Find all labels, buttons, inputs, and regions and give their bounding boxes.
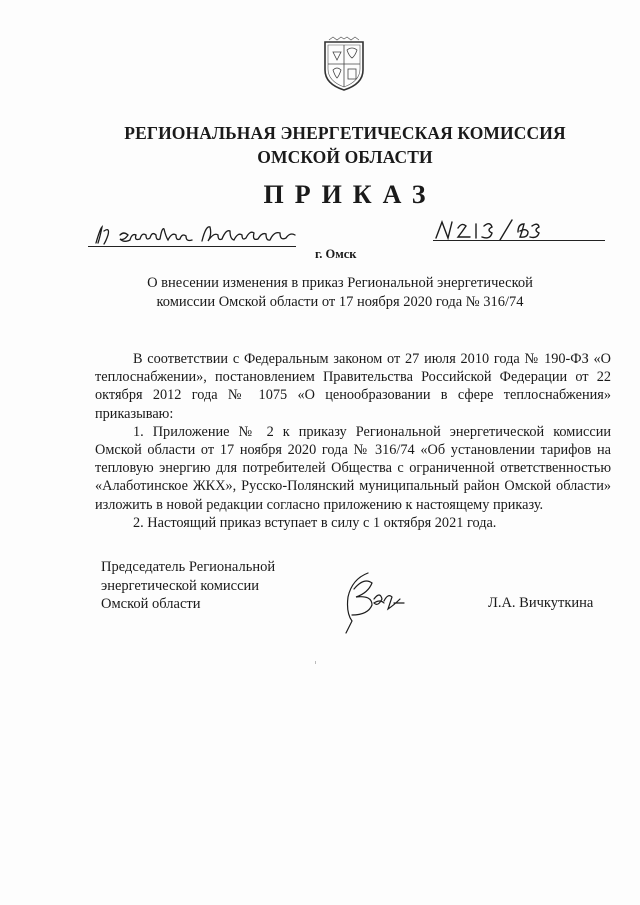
intro-paragraph: В соответствии с Федеральным законом от 27 июля 2010 года № 190-ФЗ «О теплоснабжении», постановлением Правительства Российской Федерации от 22 октября 2012 года № 1075 «О ценообразовании в сфере теплоснабжения» приказываю: <box>95 351 611 422</box>
handwritten-number <box>432 218 542 242</box>
signer-name: Л.А. Вичкуткина <box>488 595 594 611</box>
order-item-1: 1. Приложение № 2 к приказу Региональной энергетической комиссии Омской области от 17 ноября 2020 года № 316/74 «Об установлении тарифов на тепловую энергию для потребителей Общества с ограниченной ответственностью «Алаботинское ЖКХ», Русско-Полянский муниципальный район Омской области» изложить в новой редакции согласно приложению к настоящему приказу. <box>95 423 611 513</box>
document-subject <box>120 274 560 312</box>
document-type-heading: ПРИКАЗ <box>263 180 437 209</box>
position-line1: Председатель Региональной <box>101 559 276 575</box>
subject-line1: О внесении изменения в приказ Региональной энергетической <box>147 275 533 291</box>
handwritten-signature <box>338 569 410 635</box>
number-underline <box>433 240 605 241</box>
position-line3: Омской области <box>101 596 201 612</box>
organization-title <box>60 121 630 169</box>
org-title-line2: ОМСКОЙ ОБЛАСТИ <box>257 147 433 167</box>
handwritten-date <box>94 223 299 247</box>
document-body <box>95 350 611 532</box>
position-line2: энергетической комиссии <box>101 577 260 594</box>
city-label: г. Омск <box>315 247 357 261</box>
date-underline <box>88 246 296 247</box>
org-title-line1: РЕГИОНАЛЬНАЯ ЭНЕРГЕТИЧЕСКАЯ КОМИССИЯ <box>124 123 566 143</box>
subject-line2: комиссии Омской области от 17 ноября 2020 года № 316/74 <box>156 294 524 310</box>
order-item-2: 2. Настоящий приказ вступает в силу с 1 октября 2021 года. <box>133 514 497 531</box>
scan-speck <box>315 661 316 664</box>
coat-of-arms-icon <box>319 36 369 92</box>
signer-position <box>101 558 275 614</box>
